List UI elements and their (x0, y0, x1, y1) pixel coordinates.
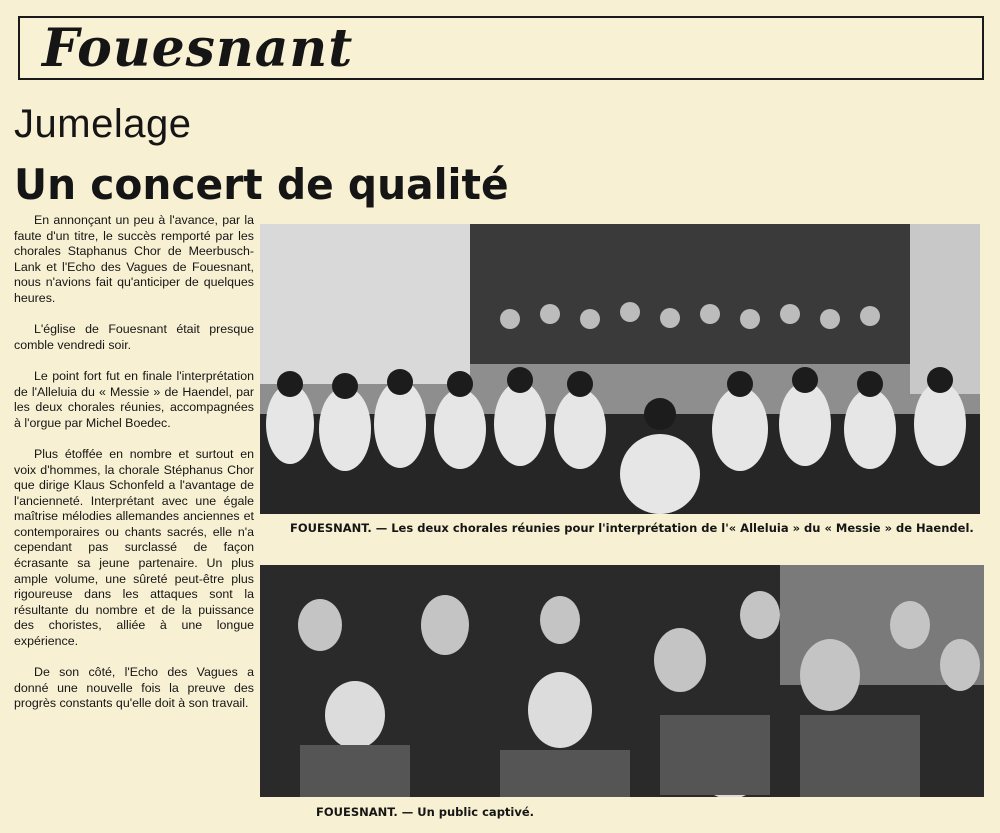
audience-photo-caption: FOUESNANT. — Un public captivé. (316, 805, 535, 819)
article-headline: Un concert de qualité (14, 160, 509, 209)
choir-photo (260, 224, 980, 514)
masthead-box (18, 16, 984, 80)
body-paragraph: Plus étoffée en nombre et surtout en voix d'hommes, la chorale Stéphanus Chor que dirige Klaus Schonfeld a l'avantage de l'ancienneté. Interprétant avec une égale maîtrise mélodies allemandes anciennes et contemporaires ou chants sacrés, elle n'a cependant pas surclassé de façon écrasante sa jeune partenaire. Un plus ample volume, une sûreté peut-être plus rigoureuse dans les attaques sont la résultante du nombre et de la puissance des choristes, alliée à une longue expérience. (14, 446, 254, 649)
choir-photo-caption: FOUESNANT. — Les deux chorales réunies pour l'interprétation de l'« Alleluia » du « Messie » de Haendel. (290, 521, 974, 535)
article-rubric: Jumelage (14, 102, 192, 146)
body-paragraph: De son côté, l'Echo des Vagues a donné une nouvelle fois la preuve des progrès constants qu'elle doit à son travail. (14, 665, 254, 711)
masthead-title: Fouesnant (42, 18, 354, 79)
article-body (14, 213, 254, 728)
body-paragraph: Le point fort fut en finale l'interprétation de l'Alleluia du « Messie » de Haendel, par les deux chorales réunies, accompagnées à l'orgue par Michel Boedec. (14, 368, 254, 430)
body-paragraph: En annonçant un peu à l'avance, par la faute d'un titre, le succès remporté par les chorales Staphanus Chor de Meerbusch-Lank et l'Echo des Vagues de Fouesnant, nous n'avions fait qu'anticiper de quelques heures. (14, 213, 254, 305)
audience-photo (260, 565, 984, 797)
body-paragraph: L'église de Fouesnant était presque comble vendredi soir. (14, 322, 254, 352)
